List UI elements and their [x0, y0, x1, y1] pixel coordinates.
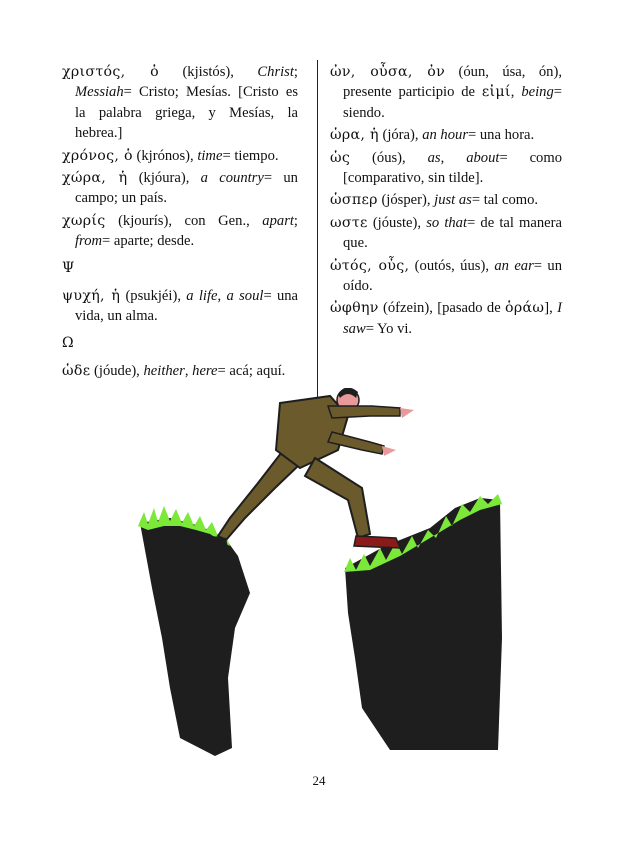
- greek-term: χωρίς: [62, 212, 106, 229]
- spanish-definition: = Yo vi.: [365, 320, 413, 337]
- greek-term: χώρα, ἡ: [62, 170, 128, 187]
- greek-term: ὡσπερ: [330, 192, 378, 209]
- spanish-definition: = un oído.: [343, 257, 562, 295]
- spanish-definition: = como [comparativo, sin tilde].: [343, 149, 563, 187]
- pronunciation: (ófzein),: [383, 300, 433, 317]
- spanish-definition: = tiempo.: [222, 147, 279, 164]
- pronunciation: (jóra),: [382, 127, 419, 144]
- english-gloss: Messiah: [75, 84, 124, 101]
- pronunciation: (jósper),: [381, 192, 431, 209]
- entry-chronos: [62, 146, 298, 166]
- greek-term: ὠτός, οὖς,: [330, 257, 410, 274]
- greek-term: ὠν, οὖσα, ὀν: [330, 64, 446, 80]
- english-gloss: heither: [143, 363, 185, 380]
- entry-hosper: [330, 190, 562, 210]
- english-gloss: here: [192, 363, 218, 380]
- spanish-definition: = aparte; desde.: [102, 233, 195, 250]
- pronunciation: (psukjéi),: [125, 288, 181, 305]
- english-gloss: a life: [186, 288, 218, 305]
- greek-term: ὡδε: [62, 363, 91, 380]
- grammar-note: [pasado de: [437, 300, 501, 317]
- pronunciation: (kjourís), con Gen.,: [118, 212, 250, 229]
- greek-term: ὁράω: [505, 300, 545, 317]
- english-gloss: I saw: [343, 300, 563, 337]
- left-cliff: [140, 518, 250, 756]
- greek-term: ὠφθην: [330, 300, 379, 317]
- greek-term: εἰμί: [481, 84, 511, 101]
- jumper-upper-hand: [400, 408, 414, 418]
- spanish-definition: = de tal manera que.: [343, 214, 563, 252]
- leap-across-chasm-illustration: [100, 388, 510, 758]
- section-letter-psi: Ψ: [62, 259, 75, 276]
- section-letter-omega: Ω: [62, 334, 74, 351]
- entry-hode: ὡδε (jóude), heither, here= acá; aquí.: [62, 363, 286, 380]
- entry-choris: χωρίς (kjourís), con Gen., apart; from= aparte; desde.: [62, 212, 298, 250]
- pronunciation: (outós, úus),: [414, 257, 489, 274]
- greek-term: ὡρα, ἡ: [330, 127, 379, 144]
- greek-term: ωστε: [330, 214, 368, 231]
- grammar-note: presente participio de: [343, 84, 476, 101]
- jumper-lower-hand: [382, 446, 396, 456]
- spanish-definition: = siendo.: [343, 84, 562, 121]
- spanish-definition: = tal como.: [471, 192, 539, 209]
- english-gloss: about: [466, 149, 500, 166]
- page-number: 24: [312, 773, 326, 788]
- spanish-definition: = una vida, un alma.: [75, 288, 299, 325]
- entry-ophthen: ὠφθην (ófzein), [pasado de ὁράω], I saw= Yo vi.: [330, 300, 563, 337]
- greek-term: ψυχή, ἡ: [62, 288, 121, 305]
- english-gloss: an hour: [422, 127, 468, 144]
- jumper-upper-arm: [328, 406, 400, 418]
- spanish-definition: = una hora.: [468, 127, 535, 144]
- entry-on: ὠν, οὖσα, ὀν (óun, úsa, ón), presente participio de εἰμί, being= siendo.: [330, 64, 562, 121]
- pronunciation: (jóuste),: [372, 214, 422, 231]
- english-gloss: apart: [262, 212, 294, 229]
- english-gloss: as: [427, 149, 441, 166]
- pronunciation: (jóude),: [94, 363, 140, 380]
- jumper-front-shoe: [354, 536, 400, 548]
- english-gloss: an ear: [494, 257, 534, 274]
- entry-psyche: ψυχή, ἡ (psukjéi), a life, a soul= una vida, un alma.: [62, 288, 299, 325]
- entry-ous: [330, 256, 562, 297]
- spanish-definition: = acá; aquí.: [217, 363, 286, 380]
- english-gloss: Christ: [257, 64, 294, 80]
- greek-term: ὡς: [330, 149, 351, 166]
- jumper-front-leg: [305, 458, 370, 538]
- entry-christos: χριστός, ὁ (kjistós), Christ; Messiah= Cristo; Mesías. [Cristo es la palabra griega, y Mesías, la hebrea.]: [62, 64, 298, 142]
- right-column: [330, 62, 562, 341]
- spanish-definition: = Cristo; Mesías. [Cristo es la palabra griega, y Mesías, la hebrea.]: [75, 84, 298, 142]
- pronunciation: (kjóura),: [138, 170, 190, 187]
- right-cliff: [345, 498, 502, 750]
- english-gloss: so that: [426, 214, 468, 231]
- pronunciation: (kjistós),: [182, 64, 234, 80]
- english-gloss: time: [197, 147, 223, 164]
- left-column: [62, 62, 298, 384]
- greek-term: χρόνος, ὁ: [62, 147, 133, 164]
- english-gloss: just as: [434, 192, 472, 209]
- entry-hoste: [330, 213, 562, 254]
- entry-hora: [330, 125, 562, 145]
- english-gloss: a soul: [226, 288, 264, 305]
- entry-hos: ὡς (óus), as, about= como [comparativo, sin tilde].: [330, 149, 563, 187]
- entry-chora: [62, 168, 298, 209]
- english-gloss: a country: [200, 170, 264, 187]
- pronunciation: (óus),: [372, 149, 406, 166]
- greek-term: χριστός, ὁ: [62, 64, 159, 80]
- column-divider: [317, 60, 318, 398]
- pronunciation: (kjrónos),: [136, 147, 194, 164]
- english-gloss: from: [75, 233, 103, 250]
- pronunciation: (óun, úsa, ón),: [458, 64, 562, 80]
- jumper-back-leg: [218, 448, 298, 540]
- spanish-definition: = un campo; un país.: [75, 170, 298, 207]
- english-gloss: being: [521, 84, 554, 101]
